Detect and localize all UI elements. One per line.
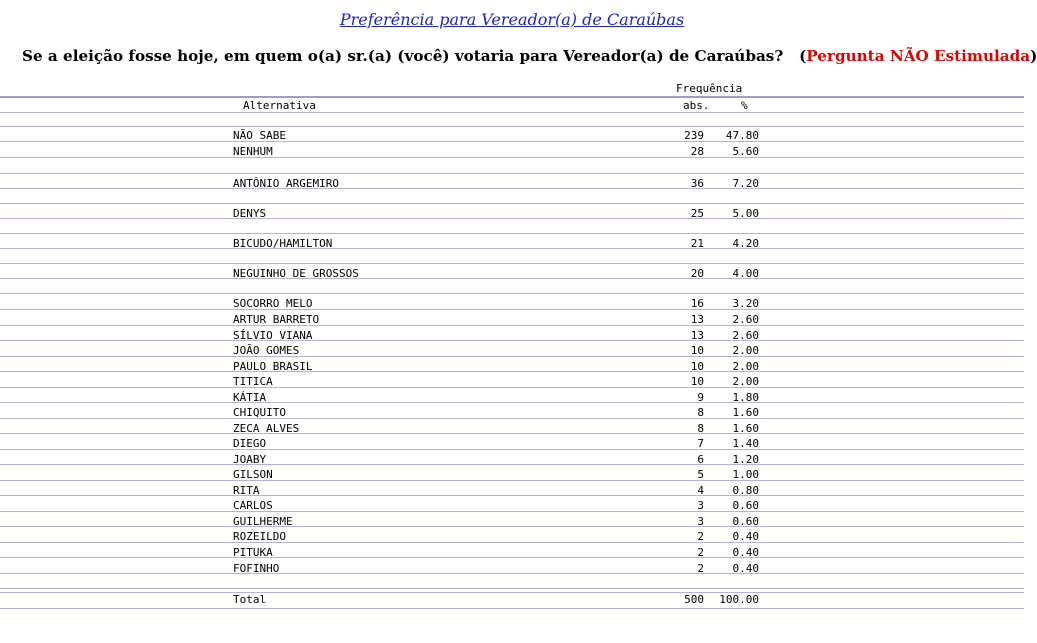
row-abs: 21 bbox=[690, 237, 704, 250]
page-title: Preferência para Vereador(a) de Caraúbas bbox=[339, 10, 685, 29]
row-pct: 4.20 bbox=[732, 237, 759, 250]
row-rule bbox=[0, 573, 1024, 574]
row-abs: 2 bbox=[697, 546, 704, 559]
row-label: NEGUINHO DE GROSSOS bbox=[233, 267, 359, 280]
row-pct: 1.60 bbox=[732, 422, 759, 435]
row-label: PITUKA bbox=[233, 546, 273, 559]
row-rule bbox=[0, 278, 1024, 279]
row-rule bbox=[0, 248, 1024, 249]
row-label: CARLOS bbox=[233, 499, 273, 512]
row-abs: 8 bbox=[697, 422, 704, 435]
row-label: SÍLVIO VIANA bbox=[233, 329, 313, 342]
row-rule bbox=[0, 542, 1024, 543]
row-pct: 0.80 bbox=[732, 484, 759, 497]
row-pct: 2.00 bbox=[732, 344, 759, 357]
row-pct: 0.40 bbox=[732, 562, 759, 575]
row-label: TITICA bbox=[233, 375, 273, 388]
total-label: Total bbox=[233, 593, 267, 606]
row-rule bbox=[0, 293, 1024, 294]
row-pct: 1.60 bbox=[732, 406, 759, 419]
row-abs: 10 bbox=[690, 344, 704, 357]
row-pct: 1.40 bbox=[732, 437, 759, 450]
row-rule bbox=[0, 402, 1024, 403]
question-note bbox=[799, 47, 1037, 65]
row-pct: 5.60 bbox=[732, 145, 759, 158]
row-abs: 2 bbox=[697, 530, 704, 543]
row-label: NENHUM bbox=[233, 145, 273, 158]
row-pct: 0.40 bbox=[732, 530, 759, 543]
row-rule bbox=[0, 309, 1024, 310]
row-rule bbox=[0, 157, 1024, 158]
row-label: NÃO SABE bbox=[233, 129, 286, 142]
row-label: JOABY bbox=[233, 453, 267, 466]
row-pct: 2.60 bbox=[732, 313, 759, 326]
row-label: GILSON bbox=[233, 468, 273, 481]
row-label: ANTÔNIO ARGEMIRO bbox=[233, 177, 339, 190]
question-text bbox=[22, 47, 1037, 65]
row-abs: 16 bbox=[690, 297, 704, 310]
row-rule bbox=[0, 464, 1024, 465]
row-pct: 4.00 bbox=[732, 267, 759, 280]
row-label: SOCORRO MELO bbox=[233, 297, 313, 310]
total-abs: 500 bbox=[684, 593, 704, 606]
note-open-paren: ( bbox=[799, 47, 807, 65]
row-rule bbox=[0, 526, 1024, 527]
header-pct: % bbox=[741, 99, 748, 112]
row-rule bbox=[0, 588, 1024, 589]
header-frequencia: Frequência bbox=[676, 82, 743, 95]
row-label: KÁTIA bbox=[233, 391, 267, 404]
row-rule bbox=[0, 233, 1024, 234]
row-abs: 7 bbox=[697, 437, 704, 450]
row-rule bbox=[0, 511, 1024, 512]
row-abs: 239 bbox=[684, 129, 704, 142]
row-abs: 5 bbox=[697, 468, 704, 481]
row-abs: 13 bbox=[690, 329, 704, 342]
row-pct: 2.00 bbox=[732, 360, 759, 373]
row-rule bbox=[0, 371, 1024, 372]
row-label: DIEGO bbox=[233, 437, 267, 450]
question-body: Se a eleição fosse hoje, em quem o(a) sr.(a) (você) votaria para Vereador(a) de Caraúbas? bbox=[22, 47, 784, 65]
row-pct: 47.80 bbox=[725, 129, 759, 142]
header-alternativa: Alternativa bbox=[243, 99, 316, 112]
row-rule bbox=[0, 418, 1024, 419]
row-pct: 2.00 bbox=[732, 375, 759, 388]
row-pct: 0.60 bbox=[732, 499, 759, 512]
row-abs: 2 bbox=[697, 562, 704, 575]
header-rule bbox=[0, 96, 1024, 98]
row-pct: 0.60 bbox=[732, 515, 759, 528]
row-label: FOFINHO bbox=[233, 562, 280, 575]
row-abs: 20 bbox=[690, 267, 704, 280]
row-pct: 3.20 bbox=[732, 297, 759, 310]
row-pct: 5.00 bbox=[732, 207, 759, 220]
row-abs: 36 bbox=[690, 177, 704, 190]
row-label: JOÃO GOMES bbox=[233, 344, 300, 357]
row-label: DENYS bbox=[233, 207, 267, 220]
row-rule bbox=[0, 173, 1024, 174]
row-rule bbox=[0, 557, 1024, 558]
spacer-rule bbox=[0, 126, 1024, 127]
row-abs: 9 bbox=[697, 391, 704, 404]
row-label: BICUDO/HAMILTON bbox=[233, 237, 333, 250]
note-close-paren: ) bbox=[1030, 47, 1037, 65]
row-abs: 10 bbox=[690, 375, 704, 388]
row-pct: 1.80 bbox=[732, 391, 759, 404]
row-rule bbox=[0, 325, 1024, 326]
row-label: ARTUR BARRETO bbox=[233, 313, 320, 326]
row-rule bbox=[0, 592, 1024, 593]
row-abs: 3 bbox=[697, 499, 704, 512]
row-abs: 13 bbox=[690, 313, 704, 326]
row-label: ZECA ALVES bbox=[233, 422, 300, 435]
total-pct: 100.00 bbox=[719, 593, 759, 606]
row-rule bbox=[0, 356, 1024, 357]
row-pct: 0.40 bbox=[732, 546, 759, 559]
row-pct: 2.60 bbox=[732, 329, 759, 342]
row-abs: 6 bbox=[697, 453, 704, 466]
row-label: RITA bbox=[233, 484, 260, 497]
row-label: PAULO BRASIL bbox=[233, 360, 313, 373]
row-pct: 1.20 bbox=[732, 453, 759, 466]
row-abs: 10 bbox=[690, 360, 704, 373]
row-abs: 25 bbox=[690, 207, 704, 220]
row-abs: 8 bbox=[697, 406, 704, 419]
row-label: GUILHERME bbox=[233, 515, 293, 528]
row-rule bbox=[0, 188, 1024, 189]
row-pct: 1.00 bbox=[732, 468, 759, 481]
table-bottom-rule bbox=[0, 608, 1024, 609]
row-abs: 3 bbox=[697, 515, 704, 528]
row-rule bbox=[0, 387, 1024, 388]
row-rule bbox=[0, 495, 1024, 496]
row-label: CHIQUITO bbox=[233, 406, 286, 419]
row-rule bbox=[0, 449, 1024, 450]
row-rule bbox=[0, 141, 1024, 142]
row-rule bbox=[0, 203, 1024, 204]
row-rule bbox=[0, 263, 1024, 264]
header-abs: abs. bbox=[683, 99, 710, 112]
row-rule bbox=[0, 218, 1024, 219]
row-pct: 7.20 bbox=[732, 177, 759, 190]
row-abs: 4 bbox=[697, 484, 704, 497]
row-rule bbox=[0, 480, 1024, 481]
row-abs: 28 bbox=[690, 145, 704, 158]
note-label: Pergunta NÃO Estimulada bbox=[806, 47, 1031, 65]
header-bottom-rule bbox=[0, 112, 1024, 113]
row-rule bbox=[0, 340, 1024, 341]
row-rule bbox=[0, 433, 1024, 434]
row-label: ROZEILDO bbox=[233, 530, 286, 543]
